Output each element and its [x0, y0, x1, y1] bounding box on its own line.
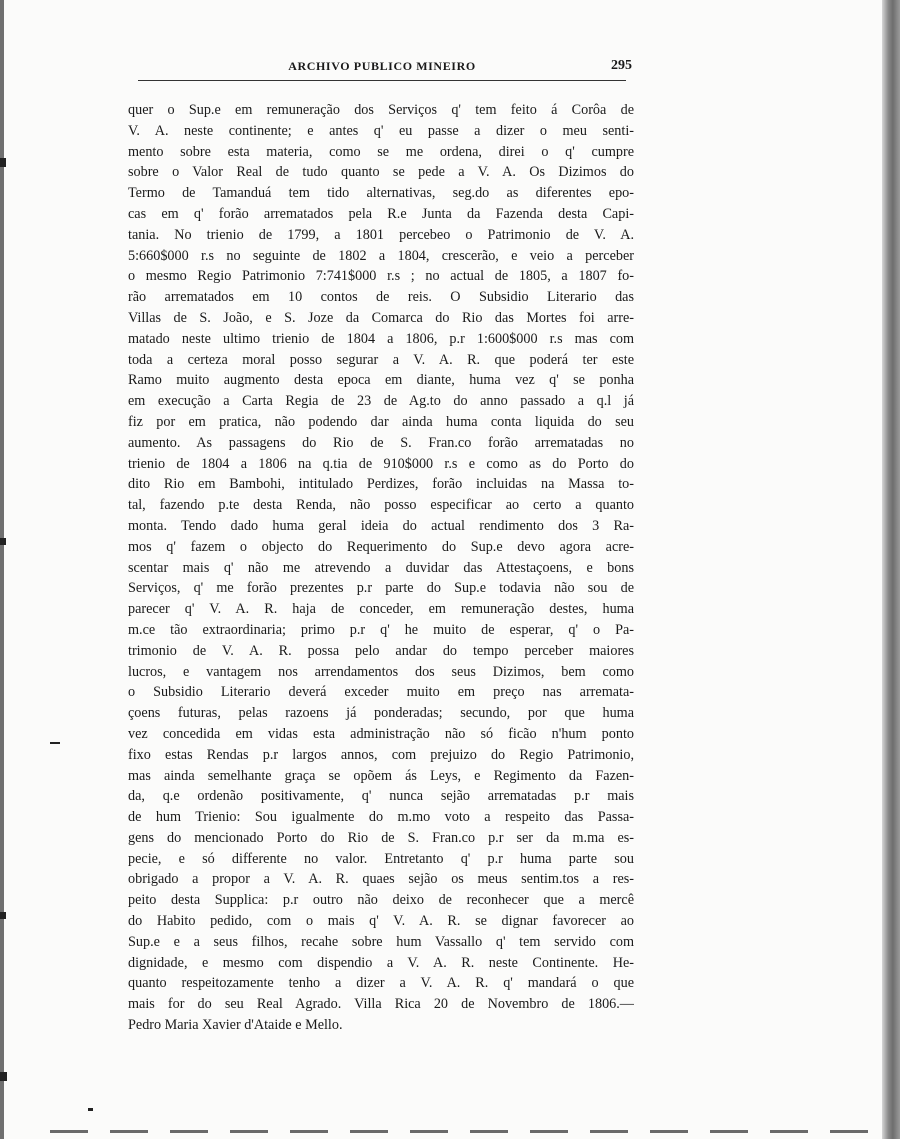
margin-speck [0, 158, 6, 167]
text-line: scentar mais q' não me atrevendo a duvidar das Attestaçoens, e bons [128, 559, 634, 576]
body-text [128, 100, 634, 1036]
signature-line: Pedro Maria Xavier d'Ataide e Mello. [128, 1017, 343, 1034]
text-line: V. A. neste continente; e antes q' eu passe a dizer o meu senti- [128, 122, 634, 139]
text-line: mais for do seu Real Agrado. Villa Rica 20 de Novembro de 1806.— [128, 996, 634, 1013]
margin-speck [50, 742, 60, 744]
text-line: Sup.e e a seus filhos, recahe sobre hum Vassallo q' tem servido com [128, 933, 634, 950]
margin-speck [0, 538, 6, 545]
text-line: da, q.e ordenão positivamente, q' nunca sejão arrematadas p.r mais [128, 788, 634, 805]
text-line: em execução a Carta Regia de 23 de Ag.to do anno passado a q.l já [128, 393, 634, 410]
text-line: obrigado a propor a V. A. R. quaes sejão os meus sentim.tos a res- [128, 871, 634, 888]
text-line: do Habito pedido, com o mais q' V. A. R. se dignar favorecer ao [128, 913, 634, 930]
text-line: Ramo muito augmento desta epoca em diante, huma vez q' se ponha [128, 372, 634, 389]
text-line: gens do mencionado Porto do Rio de S. Fran.co p.r ser da m.ma es- [128, 829, 634, 846]
running-title: ARCHIVO PUBLICO MINEIRO [288, 59, 476, 73]
bottom-scan-artifacts [50, 1130, 870, 1133]
text-line: de hum Trienio: Sou igualmente do m.mo voto a respeito das Passa- [128, 809, 634, 826]
text-line: cas em q' forão arrematados pela R.e Junta da Fazenda desta Capi- [128, 205, 634, 222]
right-scan-edge [882, 0, 900, 1139]
text-line: m.ce tão extraordinaria; primo p.r q' he muito de esperar, q' o Pa- [128, 621, 634, 638]
text-line: trienio de 1804 a 1806 na q.tia de 910$000 r.s e como as do Porto do [128, 455, 634, 472]
text-line: quer o Sup.e em remuneração dos Serviços q' tem feito á Corôa de [128, 102, 634, 118]
text-line: parecer q' V. A. R. haja de conceder, em remuneração destes, huma [128, 601, 634, 618]
text-line: tal, fazendo p.te desta Renda, não posso especificar ao certo a quanto [128, 497, 634, 514]
text-line: mas ainda semelhante graça se opõem ás Leys, e Regimento da Fazen- [128, 767, 634, 784]
text-line: trimonio de V. A. R. possa pelo andar do tempo perceber maiores [128, 642, 634, 659]
text-line: rão arrematados em 10 contos de reis. O Subsidio Literario das [128, 289, 634, 306]
margin-speck [88, 1108, 93, 1111]
text-line: Serviços, q' me forão prezentes p.r parte do Sup.e todavia não sou de [128, 580, 634, 597]
text-line: 5:660$000 r.s no seguinte de 1802 a 1804, crescerão, e veio a perceber [128, 247, 634, 264]
text-line: matado neste ultimo trienio de 1804 a 1806, p.r 1:600$000 r.s mas com [128, 330, 634, 347]
text-line: quanto respeitozamente tenho a dizer a V. A. R. q' mandará o que [128, 975, 634, 992]
running-header [132, 58, 632, 80]
text-line: tania. No trienio de 1799, a 1801 percebeo o Patrimonio de V. A. [128, 226, 634, 243]
text-line: mos q' fazem o objecto do Requerimento do Sup.e devo agora acre- [128, 538, 634, 555]
text-line: aumento. As passagens do Rio de S. Fran.co forão arrematadas no [128, 434, 634, 451]
text-line: Termo de Tamanduá tem tido alternativas, seg.do as diferentes epo- [128, 185, 634, 202]
text-line: pecie, e só differente no valor. Entretanto q' p.r huma parte sou [128, 850, 634, 867]
text-line: peito desta Supplica: p.r outro não deixo de reconhecer que a mercê [128, 892, 634, 909]
left-scan-edge [0, 0, 4, 1139]
text-line: o mesmo Regio Patrimonio 7:741$000 r.s ; no actual de 1805, a 1807 fo- [128, 268, 634, 285]
text-line: çoens futuras, pelas razoens já ponderadas; secundo, por que huma [128, 705, 634, 722]
text-line: o Subsidio Literario deverá exceder muito em preço nas arremata- [128, 684, 634, 701]
text-line: dito Rio em Bambohi, intitulado Perdizes, forão incluidas na Massa to- [128, 476, 634, 493]
text-line: sobre o Valor Real de tudo quanto se pede a V. A. Os Dizimos do [128, 164, 634, 181]
text-line: dignidade, e mesmo com dispendio a V. A. R. neste Continente. He- [128, 954, 634, 971]
text-line: fiz por em pratica, não podendo dar ainda huma conta liquida do seu [128, 413, 634, 430]
text-line: monta. Tendo dado huma geral ideia do actual rendimento dos 3 Ra- [128, 517, 634, 534]
text-line: vez concedida em vidas esta administração não só ficão n'hum ponto [128, 725, 634, 742]
text-line: Villas de S. João, e S. Joze da Comarca do Rio das Mortes foi arre- [128, 309, 634, 326]
text-line: mento sobre esta materia, como se me ordena, direi o q' cumpre [128, 143, 634, 160]
page-number: 295 [611, 58, 632, 73]
text-line: toda a certeza moral posso segurar a V. A. R. que poderá ter este [128, 351, 634, 368]
text-line: lucros, e vantagem nos arrendamentos dos seus Dizimos, bem como [128, 663, 634, 680]
text-line: fixo estas Rendas p.r largos annos, com prejuizo do Regio Patrimonio, [128, 746, 634, 763]
header-rule [138, 80, 626, 81]
margin-speck [0, 1072, 7, 1081]
margin-speck [0, 912, 6, 919]
